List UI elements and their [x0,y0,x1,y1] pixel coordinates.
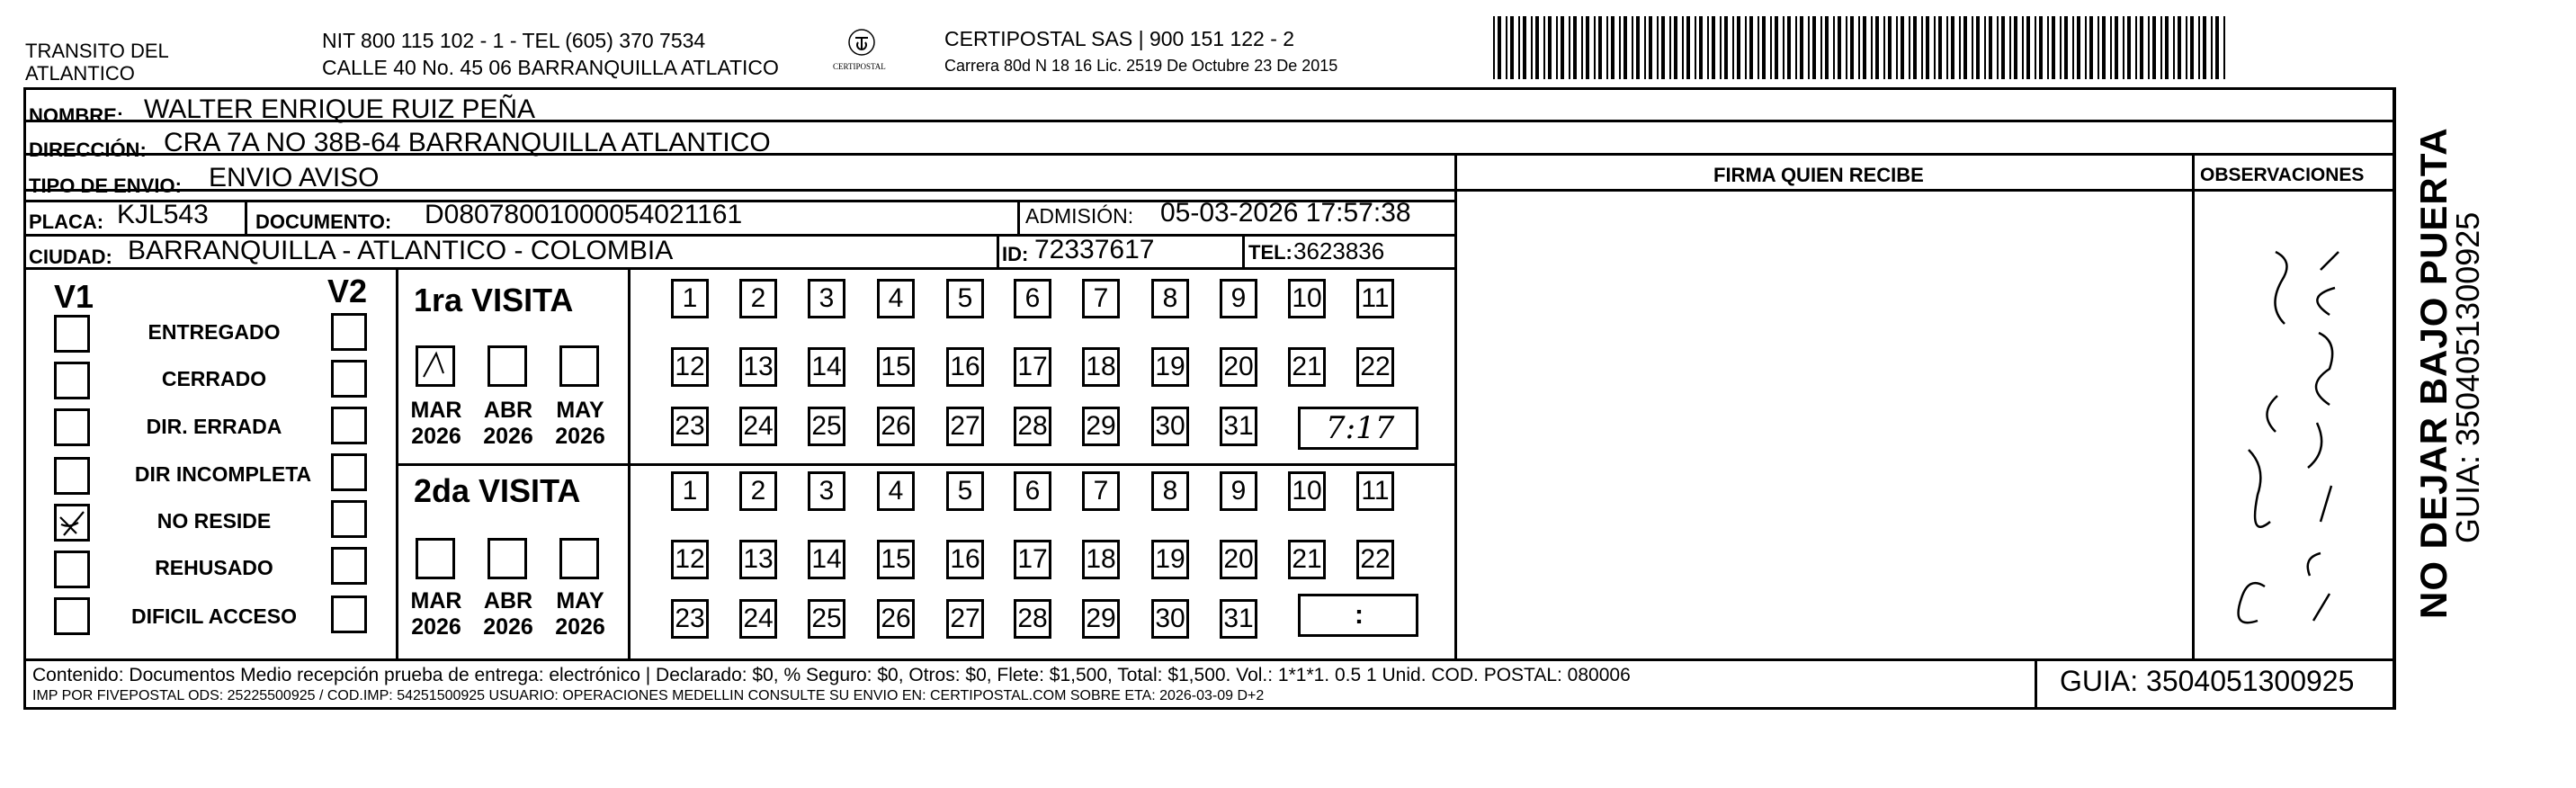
documento-value: D08078001000054021161 [425,200,743,229]
direccion-label: DIRECCIÓN: [29,139,147,161]
second-visit-day-box[interactable]: 26 [877,599,915,639]
first-visit-day-box[interactable]: 9 [1220,279,1257,318]
first-visit-day-box[interactable]: 8 [1151,279,1189,318]
first-visit-day-box[interactable]: 20 [1220,347,1257,387]
first-visit-day-box[interactable]: 16 [946,347,984,387]
second-visit-month-abr: ABR 2026 [483,588,533,640]
footer-guia: GUIA: 3504051300925 [2060,665,2355,697]
v1-rehusado-checkbox[interactable] [54,551,90,588]
second-visit-day-box[interactable]: 6 [1014,471,1051,511]
second-visit-may-checkbox[interactable] [559,538,599,579]
v2-label: V2 [327,273,368,309]
first-visit-day-box[interactable]: 13 [739,347,777,387]
second-visit-day-box[interactable]: 19 [1151,540,1189,579]
company-line: CERTIPOSTAL SAS | 900 151 122 - 2 [944,27,1295,50]
v1-no-reside-checkbox[interactable] [54,504,90,542]
v1-dir-incompleta-checkbox[interactable] [54,457,90,495]
second-visit-day-box[interactable]: 1 [671,471,709,511]
first-visit-title: 1ra VISITA [414,282,574,318]
first-visit-day-box[interactable]: 5 [946,279,984,318]
observations-handwriting [2195,198,2375,657]
v2-dir-incompleta-checkbox[interactable] [331,453,367,491]
first-visit-day-box[interactable]: 22 [1356,347,1394,387]
first-visit-day-box[interactable]: 19 [1151,347,1189,387]
first-visit-day-box[interactable]: 30 [1151,407,1189,446]
tel-label: TEL: [1248,241,1292,264]
license-line: Carrera 80d N 18 16 Lic. 2519 De Octubre 23 De 2015 [944,57,1338,75]
first-visit-day-box[interactable]: 31 [1220,407,1257,446]
v1-entregado-checkbox[interactable] [54,315,90,353]
id-value: 72337617 [1034,235,1155,264]
status-dificil-acceso: DIFICIL ACCESO [130,604,297,628]
first-visit-day-box[interactable]: 18 [1082,347,1120,387]
second-visit-time: : [1355,600,1364,630]
first-visit-day-box[interactable]: 6 [1014,279,1051,318]
second-visit-day-box[interactable]: 30 [1151,599,1189,639]
second-visit-day-box[interactable]: 13 [739,540,777,579]
handwritten-check-mark [418,348,452,384]
second-visit-day-box[interactable]: 20 [1220,540,1257,579]
second-visit-day-box[interactable]: 17 [1014,540,1051,579]
v2-entregado-checkbox[interactable] [331,313,367,351]
second-visit-day-box[interactable]: 29 [1082,599,1120,639]
tipo-envio-label: TIPO DE ENVIO: [29,175,182,197]
admision-value: 05-03-2026 17:57:38 [1160,198,1411,228]
logo-text: CERTIPOSTAL [833,62,886,71]
first-visit-day-box[interactable]: 4 [877,279,915,318]
first-visit-day-box[interactable]: 29 [1082,407,1120,446]
first-visit-day-box[interactable]: 26 [877,407,915,446]
second-visit-day-box[interactable]: 12 [671,540,709,579]
second-visit-day-box[interactable]: 28 [1014,599,1051,639]
observaciones-label: OBSERVACIONES [2200,165,2365,185]
first-visit-day-box[interactable]: 15 [877,347,915,387]
second-visit-day-box[interactable]: 15 [877,540,915,579]
v2-cerrado-checkbox[interactable] [331,360,367,398]
placa-label: PLACA: [29,210,104,233]
first-visit-day-box[interactable]: 28 [1014,407,1051,446]
second-visit-day-box[interactable]: 3 [808,471,845,511]
status-rehusado: REHUSADO [155,556,273,579]
first-visit-day-box[interactable]: 7 [1082,279,1120,318]
first-visit-day-box[interactable]: 27 [946,407,984,446]
delivery-form [23,87,2396,710]
status-dir-incompleta: DIR INCOMPLETA [134,462,312,486]
contenido-line: Contenido: Documentos Medio recepción prueba de entrega: electrónico | Declarado: $0, % Seguro: $0, Otros: $0, Flete: $1,500, Total: $1,500. Vol.: 1*1*1. 0.5 1 Unid. COD. POSTAL: 080006 [32,665,1631,685]
status-entregado: ENTREGADO [148,320,281,344]
first-visit-day-box[interactable]: 23 [671,407,709,446]
second-visit-abr-checkbox[interactable] [487,538,527,579]
status-cerrado: CERRADO [161,367,267,390]
nombre-value: WALTER ENRIQUE RUIZ PEÑA [144,94,536,124]
nombre-label: NOMBRE: [29,104,124,127]
v1-cerrado-checkbox[interactable] [54,362,90,399]
first-visit-day-box[interactable]: 12 [671,347,709,387]
second-visit-day-box[interactable]: 9 [1220,471,1257,511]
second-visit-month-may: MAY 2026 [555,588,605,640]
second-visit-day-box[interactable]: 4 [877,471,915,511]
second-visit-day-box[interactable]: 21 [1288,540,1326,579]
first-visit-day-box[interactable]: 21 [1288,347,1326,387]
first-visit-day-box[interactable]: 25 [808,407,845,446]
first-visit-day-box[interactable]: 1 [671,279,709,318]
first-visit-day-box[interactable]: 11 [1356,279,1394,318]
imp-line: IMP POR FIVEPOSTAL ODS: 25225500925 / COD.IMP: 54251500925 USUARIO: OPERACIONES MEDELLIN CONSULTE SU ENVIO EN: CERTIPOSTAL.COM SOBRE ETA: 2026-03-09 D+2 [32,688,1265,703]
second-visit-day-box[interactable]: 18 [1082,540,1120,579]
first-visit-month-abr: ABR 2026 [483,398,533,449]
v1-label: V1 [54,278,94,315]
status-dir-errada: DIR. ERRADA [146,415,282,438]
barcode [1493,16,2231,79]
certipostal-logo [826,27,898,77]
nit-line: NIT 800 115 102 - 1 - TEL (605) 370 7534 [322,29,706,52]
firma-label: FIRMA QUIEN RECIBE [1713,164,1924,186]
second-visit-day-box[interactable]: 16 [946,540,984,579]
second-visit-title: 2da VISITA [414,472,581,509]
first-visit-may-checkbox[interactable] [559,345,599,387]
status-no-reside: NO RESIDE [157,509,272,533]
second-visit-day-box[interactable]: 24 [739,599,777,639]
sender-name-line2: ATLANTICO [25,62,135,85]
documento-label: DOCUMENTO: [255,210,392,233]
second-visit-day-box[interactable]: 14 [808,540,845,579]
first-visit-mar-checkbox[interactable] [416,345,455,387]
v2-dificil-acceso-checkbox[interactable] [331,595,367,633]
second-visit-day-box[interactable]: 27 [946,599,984,639]
first-visit-month-mar: MAR 2026 [410,398,462,449]
v1-dificil-acceso-checkbox[interactable] [54,597,90,635]
first-visit-day-box[interactable]: 17 [1014,347,1051,387]
first-visit-time: 7:17 [1326,410,1395,446]
admision-label: ADMISIÓN: [1025,204,1134,228]
first-visit-day-box[interactable]: 14 [808,347,845,387]
v2-no-reside-checkbox[interactable] [331,500,367,538]
placa-value: KJL543 [117,200,209,229]
second-visit-day-box[interactable]: 7 [1082,471,1120,511]
ciudad-value: BARRANQUILLA - ATLANTICO - COLOMBIA [128,236,674,265]
first-visit-day-box[interactable]: 10 [1288,279,1326,318]
direccion-value: CRA 7A NO 38B-64 BARRANQUILLA ATLANTICO [164,128,771,157]
side-guia-number: GUIA: 3504051300925 [2449,211,2486,543]
tel-value: 3623836 [1293,237,1385,264]
second-visit-day-box[interactable]: 23 [671,599,709,639]
v2-rehusado-checkbox[interactable] [331,547,367,585]
second-visit-day-box[interactable]: 11 [1356,471,1394,511]
no-dejar-bajo-puerta: NO DEJAR BAJO PUERTA [2412,127,2455,619]
sender-address: CALLE 40 No. 45 06 BARRANQUILLA ATLATICO [322,56,779,79]
second-visit-day-box[interactable]: 31 [1220,599,1257,639]
tipo-envio-value: ENVIO AVISO [209,163,380,193]
second-visit-day-box[interactable]: 22 [1356,540,1394,579]
first-visit-month-may: MAY 2026 [555,398,605,449]
first-visit-time-box[interactable] [1298,407,1418,450]
first-visit-day-box[interactable]: 3 [808,279,845,318]
v2-dir-errada-checkbox[interactable] [331,407,367,444]
second-visit-day-box[interactable]: 10 [1288,471,1326,511]
first-visit-day-box[interactable]: 24 [739,407,777,446]
id-label: ID: [1002,243,1029,265]
handwritten-check-mark [57,506,87,539]
second-visit-day-box[interactable]: 2 [739,471,777,511]
first-visit-abr-checkbox[interactable] [487,345,527,387]
second-visit-day-box[interactable]: 25 [808,599,845,639]
second-visit-day-box[interactable]: 8 [1151,471,1189,511]
second-visit-mar-checkbox[interactable] [416,538,455,579]
second-visit-day-box[interactable]: 5 [946,471,984,511]
second-visit-month-mar: MAR 2026 [410,588,462,640]
ciudad-label: CIUDAD: [29,246,112,268]
sender-name-line1: TRANSITO DEL [25,40,169,62]
second-visit-time-box[interactable] [1298,594,1418,637]
v1-dir-errada-checkbox[interactable] [54,408,90,446]
first-visit-day-box[interactable]: 2 [739,279,777,318]
